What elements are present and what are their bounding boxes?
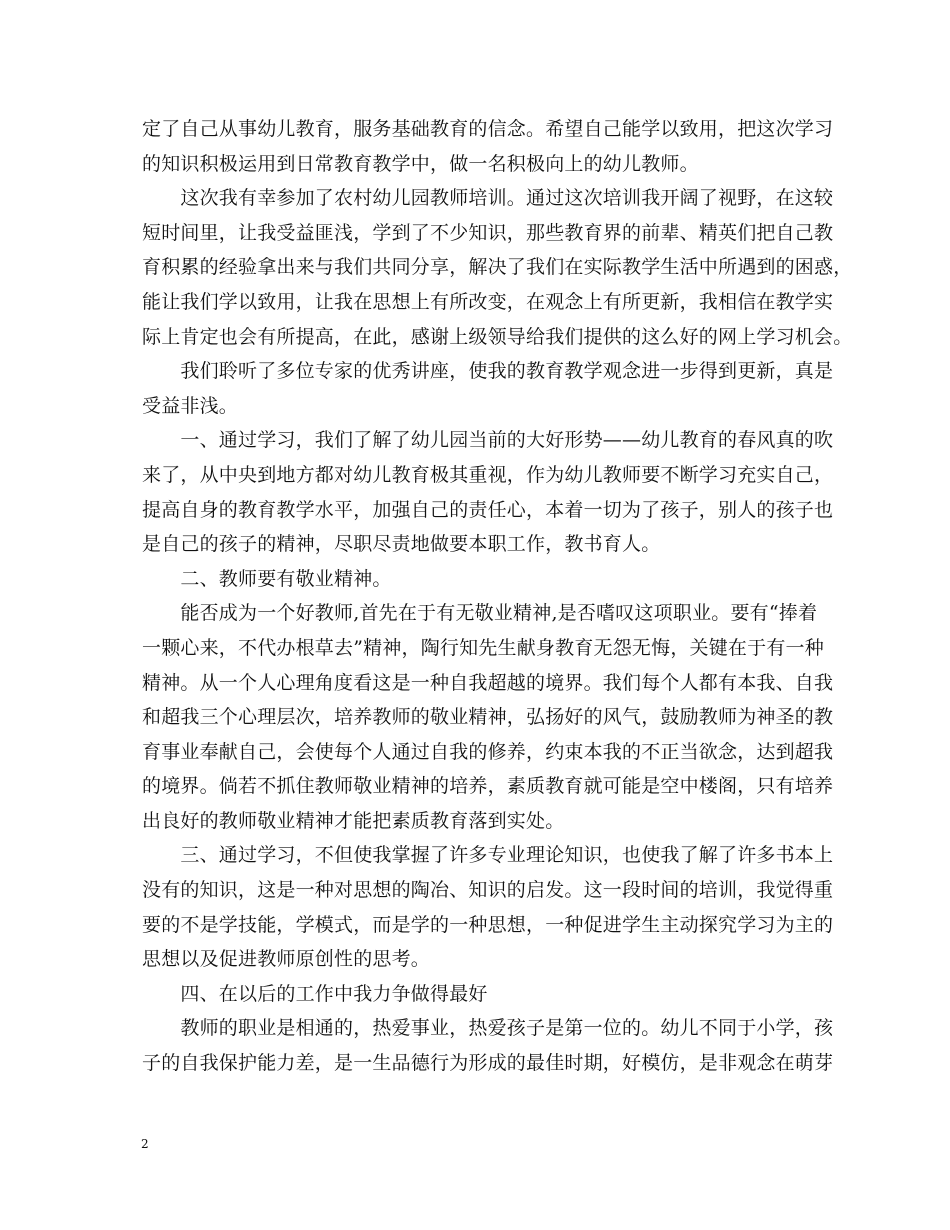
text-line: 我们聆听了多位专家的优秀讲座，使我的教育教学观念进一步得到更新，真是	[142, 360, 834, 383]
text-line: 子的自我保护能力差，是一生品德行为形成的最佳时期，好模仿，是非观念在萌芽	[142, 1052, 834, 1075]
page-number: 2	[141, 1137, 149, 1151]
text-line: 能否成为一个好教师,首先在于有无敬业精神,是否嗜叹这项职业。要有“捧着	[142, 602, 818, 625]
text-line: 定了自己从事幼儿教育，服务基础教育的信念。希望自己能学以致用，把这次学习	[142, 118, 834, 140]
text-line: 二、教师要有敬业精神。	[142, 567, 392, 590]
text-line: 育事业奉献自己，会使每个人通过自我的修养，约束本我的不正当欲念，达到超我	[142, 740, 834, 763]
text-line: 来了，从中央到地方都对幼儿教育极其重视，作为幼儿教师要不断学习充实自己，	[142, 463, 834, 486]
text-line: 四、在以后的工作中我力争做得最好	[142, 982, 488, 1005]
text-line: 精神。从一个人心理角度看这是一种自我超越的境界。我们每个人都有本我、自我	[142, 671, 834, 694]
text-line: 和超我三个心理层次，培养教师的敬业精神，弘扬好的风气，鼓励教师为神圣的教	[142, 706, 834, 729]
text-line: 提高自身的教育教学水平，加强自己的责任心，本着一切为了孩子，别人的孩子也	[142, 498, 834, 521]
text-line: 要的不是学技能，学模式，而是学的一种思想，一种促进学生主动探究学习为主的	[142, 913, 834, 936]
text-line: 出良好的教师敬业精神才能把素质教育落到实处。	[142, 809, 565, 832]
text-line: 是自己的孩子的精神，尽职尽责地做要本职工作，教书育人。	[142, 533, 661, 556]
text-line: 育积累的经验拿出来与我们共同分享，解决了我们在实际教学生活中所遇到的困惑，	[142, 256, 853, 279]
body-text	[142, 112, 853, 1081]
text-line: 三、通过学习，不但使我掌握了许多专业理论知识，也使我了解了许多书本上	[142, 844, 834, 867]
text-line: 的知识积极运用到日常教育教学中，做一名积极向上的幼儿教师。	[142, 152, 699, 175]
text-line: 能让我们学以致用，让我在思想上有所改变，在观念上有所更新，我相信在教学实	[142, 290, 834, 313]
text-line: 的境界。倘若不抓住教师敬业精神的培养，素质教育就可能是空中楼阁，只有培养	[142, 775, 834, 798]
text-line: 受益非浅。	[142, 394, 239, 417]
text-line: 这次我有幸参加了农村幼儿园教师培训。通过这次培训我开阔了视野，在这较	[142, 187, 834, 210]
text-line: 一、通过学习，我们了解了幼儿园当前的大好形势——幼儿教育的春风真的吹	[142, 429, 834, 452]
text-line: 一颗心来，不代办根草去”精神，陶行知先生献身教育无怨无悔，关键在于有一种	[142, 636, 824, 659]
text-line: 没有的知识，这是一种对思想的陶冶、知识的启发。这一段时间的培训，我觉得重	[142, 879, 834, 902]
text-line: 思想以及促进教师原创性的思考。	[142, 948, 431, 971]
text-line: 际上肯定也会有所提高，在此，感谢上级领导给我们提供的这么好的网上学习机会。	[142, 325, 853, 348]
text-line: 教师的职业是相通的，热爱事业，热爱孩子是第一位的。幼儿不同于小学，孩	[142, 1017, 834, 1040]
text-line: 短时间里，让我受益匪浅，学到了不少知识，那些教育界的前辈、精英们把自己教	[142, 221, 834, 244]
